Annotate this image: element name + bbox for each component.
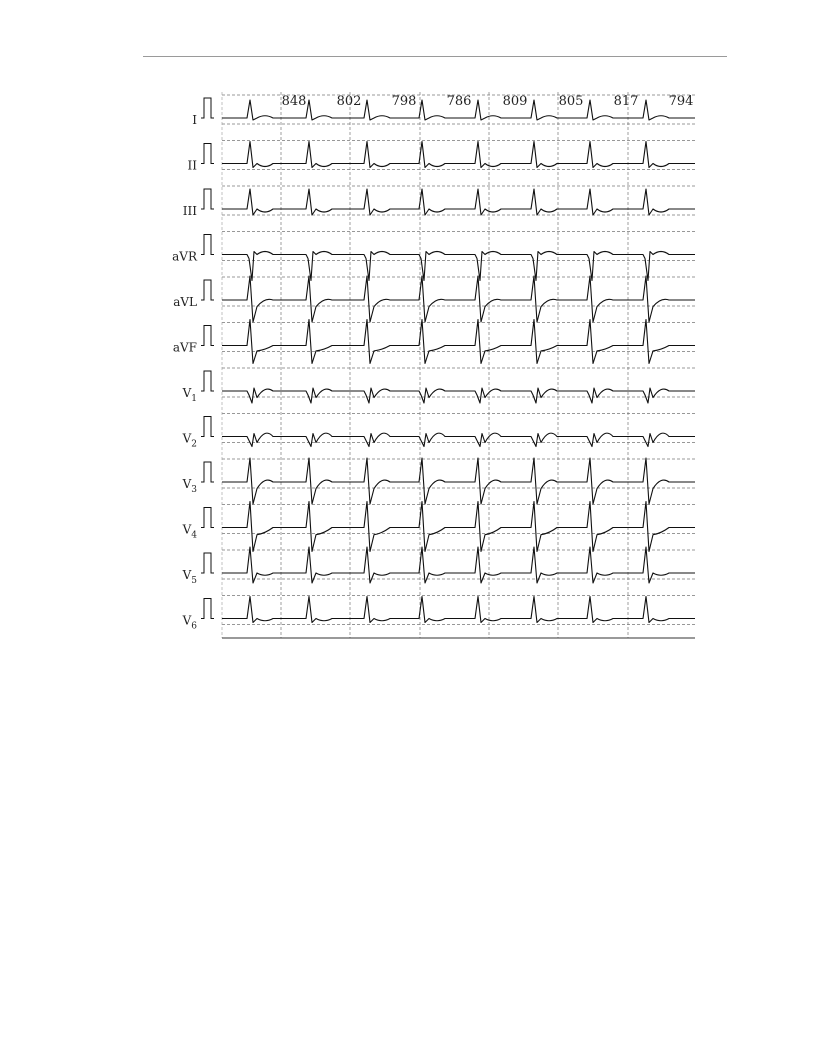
rr-interval-label: 798 xyxy=(391,94,417,109)
calibration-pulses xyxy=(201,98,214,619)
rr-interval-label: 848 xyxy=(281,94,307,109)
ecg-trace xyxy=(222,597,695,623)
calibration-pulse xyxy=(201,98,214,118)
rr-interval-label: 794 xyxy=(668,94,694,109)
calibration-pulse xyxy=(201,371,214,391)
calibration-pulse xyxy=(201,326,214,346)
lead-label: III xyxy=(182,204,197,218)
rr-interval-label: 805 xyxy=(558,94,584,109)
ecg-trace xyxy=(222,142,695,168)
ecg-trace xyxy=(222,276,695,322)
lead-label: $V_4$ xyxy=(182,522,197,541)
beat-marker-lines xyxy=(222,92,628,638)
lead-label: $V_1$ xyxy=(182,386,197,404)
ecg-trace xyxy=(222,502,695,552)
lead-label: aVF xyxy=(172,340,197,355)
lead-label: aVL xyxy=(173,295,197,309)
ecg-gridlines xyxy=(222,95,695,625)
lead-label: aVR xyxy=(172,249,197,264)
calibration-pulse xyxy=(201,280,214,300)
lead-label: $V_6$ xyxy=(182,613,197,632)
lead-label: $V_3$ xyxy=(182,477,197,495)
calibration-pulse xyxy=(201,553,214,573)
lead-label: I xyxy=(192,113,197,127)
rr-interval-label: 817 xyxy=(613,94,639,109)
rr-interval-label: 802 xyxy=(336,94,362,109)
lead-label: $V_5$ xyxy=(182,568,197,586)
calibration-pulse xyxy=(201,508,214,528)
calibration-pulse xyxy=(201,144,214,164)
ecg-trace xyxy=(222,433,695,446)
lead-label: II xyxy=(187,158,197,173)
lead-labels xyxy=(172,113,198,632)
ecg-traces xyxy=(222,100,695,623)
rr-interval-label: 809 xyxy=(502,94,528,109)
calibration-pulse xyxy=(201,417,214,437)
calibration-pulse xyxy=(201,235,214,255)
lead-label: $V_2$ xyxy=(182,431,197,450)
calibration-pulse xyxy=(201,599,214,619)
calibration-pulse xyxy=(201,462,214,482)
ecg-trace xyxy=(222,458,695,504)
rr-interval-label: 786 xyxy=(446,94,472,109)
ecg-trace xyxy=(222,388,695,403)
ecg-trace xyxy=(222,189,695,215)
calibration-pulse xyxy=(201,189,214,209)
ecg-trace xyxy=(222,547,695,583)
ecg-trace xyxy=(222,252,695,281)
rr-interval-labels xyxy=(282,94,694,109)
ecg-trace xyxy=(222,320,695,364)
